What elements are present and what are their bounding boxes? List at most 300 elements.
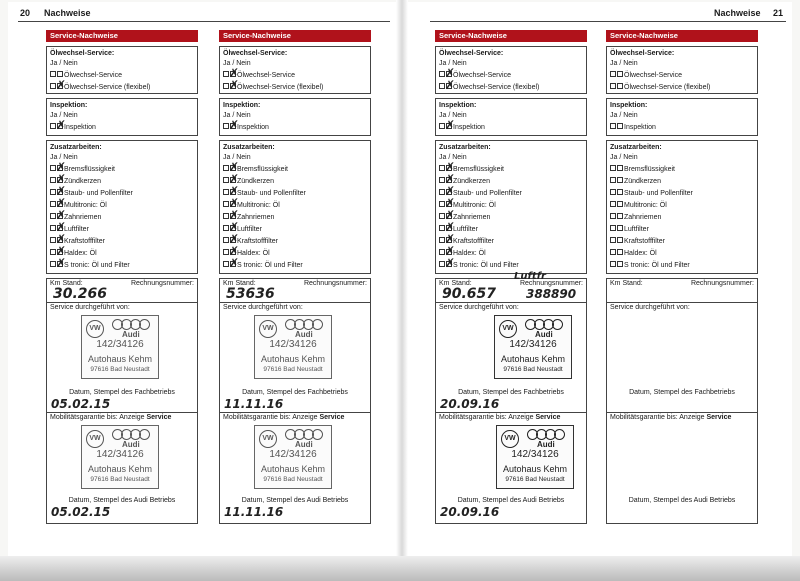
checkbox-row <box>223 160 367 176</box>
checkbox-label: Multitronic: Öl <box>453 202 496 209</box>
checkbox-row <box>50 220 194 236</box>
dealer-stamp <box>81 425 159 489</box>
left-running-head: Nachweise <box>44 8 91 18</box>
audi-rings-icon <box>112 429 152 439</box>
mileage-row <box>47 279 197 303</box>
ja-nein-label: Ja / Nein <box>610 60 638 67</box>
checkbox-label: Zündkerzen <box>237 178 274 185</box>
service-stamp-caption: Datum, Stempel des Fachbetriebs <box>629 389 735 396</box>
mileage-label: Km Stand: <box>610 280 643 287</box>
stamp-brand: Audi <box>535 330 553 339</box>
check-mark-icon: ✗ <box>445 256 456 270</box>
checkbox-label: Inspektion <box>237 124 269 131</box>
service-date: 20.09.16 <box>440 397 500 411</box>
invoice-label: Rechnungsnummer: <box>690 280 754 287</box>
checkbox-row <box>610 248 754 260</box>
inspection-title: Inspektion: <box>439 102 477 109</box>
checkbox-row <box>610 260 754 272</box>
oil-change-section <box>46 46 198 94</box>
stamp-brand: Audi <box>537 440 555 449</box>
mobility-label: Mobilitätsgarantie bis: Anzeige Service <box>223 414 345 421</box>
record-lower-block <box>46 278 198 524</box>
ja-nein-label: Ja / Nein <box>50 154 78 161</box>
service-record-card <box>606 30 758 528</box>
checkbox-label: Multitronic: Öl <box>624 202 667 209</box>
checkbox-row <box>223 184 367 200</box>
check-mark-icon: ✗ <box>229 220 240 234</box>
mileage-label: Km Stand: <box>439 280 472 287</box>
checkbox-label: S tronic: Öl und Filter <box>624 262 690 269</box>
check-mark-icon: ✗ <box>229 66 240 80</box>
checkbox-label: Luftfilter <box>453 226 478 233</box>
checkbox-label: Zahnriemen <box>64 214 102 221</box>
mileage-value: 53636 <box>226 286 275 302</box>
check-mark-icon: ✗ <box>445 220 456 234</box>
checkbox-row <box>610 122 754 134</box>
yes-checkbox[interactable] <box>610 83 616 89</box>
yes-checkbox[interactable] <box>610 213 616 219</box>
stamp-dealer-name: Autohaus Kehm <box>260 354 326 364</box>
mileage-value: 30.266 <box>53 286 108 302</box>
vw-logo-icon: VW <box>259 430 277 448</box>
checkbox-row <box>439 196 583 212</box>
stamp-address: 97616 Bad Neustadt <box>263 476 323 483</box>
inspection-section <box>606 98 758 136</box>
card-title: Service-Nachweise <box>435 30 587 42</box>
stamp-brand: Audi <box>122 330 140 339</box>
ja-nein-label: Ja / Nein <box>610 154 638 161</box>
checkbox-label: Kraftstofffilter <box>453 238 494 245</box>
no-checkbox[interactable] <box>57 71 63 77</box>
check-mark-icon: ✗ <box>56 256 67 270</box>
stamp-number: 142/34126 <box>96 339 144 350</box>
checkbox-label: Inspektion <box>64 124 96 131</box>
check-mark-icon: ✗ <box>229 232 240 246</box>
checkbox-row <box>610 164 754 176</box>
check-mark-icon: ✗ <box>445 172 456 186</box>
checkbox-label: Haldex: Öl <box>64 250 97 257</box>
card-title: Service-Nachweise <box>606 30 758 42</box>
mobility-date: 05.02.15 <box>51 505 111 519</box>
oil-change-section <box>219 46 371 94</box>
checkbox-row <box>610 236 754 248</box>
right-head-rule <box>430 21 786 22</box>
checkbox-row <box>610 224 754 236</box>
check-mark-icon: ✗ <box>229 78 240 92</box>
service-record-card <box>219 30 371 528</box>
check-mark-icon: ✗ <box>445 66 456 80</box>
checkbox-label: Bremsflüssigkeit <box>64 166 115 173</box>
checkbox-row <box>223 220 367 236</box>
checkbox-label: Ölwechsel-Service (flexibel) <box>624 84 711 91</box>
checkbox-label: Staub- und Pollenfilter <box>64 190 133 197</box>
yes-checkbox[interactable] <box>610 165 616 171</box>
checkbox-row <box>439 78 583 94</box>
dealer-stamp <box>494 315 572 379</box>
mileage-label: Km Stand: <box>223 280 256 287</box>
stamp-dealer-name: Autohaus Kehm <box>260 464 326 474</box>
service-by-label: Service durchgeführt von: <box>50 304 130 311</box>
checkbox-row <box>439 184 583 200</box>
service-record-card <box>435 30 587 528</box>
service-done-block <box>436 303 586 413</box>
checkbox-row <box>610 70 754 82</box>
checkbox-row <box>223 172 367 188</box>
no-checkbox[interactable] <box>617 213 623 219</box>
record-lower-block <box>606 278 758 524</box>
mobility-guarantee-block <box>607 413 757 523</box>
book-gutter <box>396 0 408 581</box>
checkbox-label: Ölwechsel-Service <box>64 72 122 79</box>
extra-work-section <box>46 140 198 274</box>
oil-change-section <box>435 46 587 94</box>
checkbox-label: Zahnriemen <box>237 214 275 221</box>
check-mark-icon: ✗ <box>56 196 67 210</box>
checkbox-label: Ölwechsel-Service <box>237 72 295 79</box>
extra-work-title: Zusatzarbeiten: <box>439 144 491 151</box>
checkbox-label: Ölwechsel-Service <box>624 72 682 79</box>
checkbox-label: Zündkerzen <box>64 178 101 185</box>
ja-nein-label: Ja / Nein <box>439 60 467 67</box>
checkbox-row <box>439 160 583 176</box>
service-date: 05.02.15 <box>51 397 111 411</box>
checkbox-row <box>223 244 367 260</box>
vw-logo-icon: VW <box>499 320 517 338</box>
checkbox-row <box>50 196 194 212</box>
check-mark-icon: ✗ <box>445 118 456 132</box>
checkbox-label: Ölwechsel-Service (flexibel) <box>64 84 151 91</box>
yes-checkbox[interactable] <box>610 201 616 207</box>
ja-nein-label: Ja / Nein <box>439 154 467 161</box>
checkbox-label: Ölwechsel-Service (flexibel) <box>237 84 324 91</box>
mobility-guarantee-block <box>436 413 586 523</box>
mobility-guarantee-block <box>47 413 197 523</box>
service-by-label: Service durchgeführt von: <box>223 304 303 311</box>
ja-nein-label: Ja / Nein <box>610 112 638 119</box>
no-checkbox[interactable] <box>617 165 623 171</box>
checkbox-row <box>50 244 194 260</box>
extra-work-title: Zusatzarbeiten: <box>610 144 662 151</box>
vw-logo-icon: VW <box>259 320 277 338</box>
checkbox-label: Luftfilter <box>64 226 89 233</box>
check-mark-icon: ✗ <box>445 232 456 246</box>
checkbox-row <box>50 78 194 94</box>
extra-work-title: Zusatzarbeiten: <box>223 144 275 151</box>
card-title: Service-Nachweise <box>219 30 371 42</box>
stamp-address: 97616 Bad Neustadt <box>505 476 565 483</box>
no-checkbox[interactable] <box>617 201 623 207</box>
invoice-label: Rechnungsnummer: <box>130 280 194 287</box>
dealer-stamp <box>496 425 574 489</box>
checkbox-row <box>439 232 583 248</box>
checkbox-label: Zündkerzen <box>453 178 490 185</box>
ja-nein-label: Ja / Nein <box>223 154 251 161</box>
checkbox-label: Haldex: Öl <box>237 250 270 257</box>
stamp-number: 142/34126 <box>269 449 317 460</box>
left-head-rule <box>18 21 390 22</box>
checkbox-label: Multitronic: Öl <box>237 202 280 209</box>
extra-work-section <box>606 140 758 274</box>
mobility-date: 11.11.16 <box>224 505 284 519</box>
right-page-number: 21 <box>773 8 784 18</box>
no-checkbox[interactable] <box>617 189 623 195</box>
no-checkbox[interactable] <box>617 261 623 267</box>
extra-work-section <box>435 140 587 274</box>
check-mark-icon: ✗ <box>56 232 67 246</box>
yes-checkbox[interactable] <box>50 71 56 77</box>
checkbox-label: S tronic: Öl und Filter <box>453 262 519 269</box>
mobility-label: Mobilitätsgarantie bis: Anzeige Service <box>610 414 732 421</box>
check-mark-icon: ✗ <box>229 256 240 270</box>
check-mark-icon: ✗ <box>445 208 456 222</box>
checkbox-label: Staub- und Pollenfilter <box>453 190 522 197</box>
checkbox-row <box>50 172 194 188</box>
inspection-title: Inspektion: <box>223 102 261 109</box>
checkbox-row <box>50 232 194 248</box>
checkbox-row <box>50 70 194 82</box>
stamp-dealer-name: Autohaus Kehm <box>500 354 566 364</box>
yes-checkbox[interactable] <box>610 237 616 243</box>
yes-checkbox[interactable] <box>610 177 616 183</box>
left-page-number: 20 <box>20 8 31 18</box>
dealer-stamp <box>254 425 332 489</box>
checkbox-label: S tronic: Öl und Filter <box>64 262 130 269</box>
page-edge-shadow <box>0 556 800 581</box>
checkbox-label: Haldex: Öl <box>453 250 486 257</box>
stamp-dealer-name: Autohaus Kehm <box>87 354 153 364</box>
check-mark-icon: ✗ <box>56 160 67 174</box>
checkbox-row <box>50 208 194 224</box>
service-record-card <box>46 30 198 528</box>
checkbox-row <box>610 82 754 94</box>
checkbox-row <box>50 184 194 200</box>
right-running-head: Nachweise <box>714 8 761 18</box>
check-mark-icon: ✗ <box>445 184 456 198</box>
mobility-label: Mobilitätsgarantie bis: Anzeige Service <box>50 414 172 421</box>
mileage-row <box>436 271 586 303</box>
check-mark-icon: ✗ <box>229 172 240 186</box>
checkbox-label: Staub- und Pollenfilter <box>624 190 693 197</box>
check-mark-icon: ✗ <box>56 184 67 198</box>
checkbox-label: Luftfilter <box>624 226 649 233</box>
checkbox-row <box>439 256 583 272</box>
no-checkbox[interactable] <box>617 83 623 89</box>
checkbox-row <box>610 200 754 212</box>
audi-rings-icon <box>525 319 565 329</box>
check-mark-icon: ✗ <box>229 184 240 198</box>
checkbox-label: Ölwechsel-Service <box>453 72 511 79</box>
check-mark-icon: ✗ <box>229 118 240 132</box>
check-mark-icon: ✗ <box>229 196 240 210</box>
service-done-block <box>220 303 370 413</box>
oil-change-section <box>606 46 758 94</box>
stamp-dealer-name: Autohaus Kehm <box>87 464 153 474</box>
dealer-stamp <box>254 315 332 379</box>
vw-logo-icon: VW <box>501 430 519 448</box>
handwritten-note: Luftfr <box>514 271 546 282</box>
dealer-stamp <box>81 315 159 379</box>
oil-change-title: Ölwechsel-Service: <box>223 50 288 57</box>
mileage-value: 90.657 <box>442 286 497 302</box>
record-lower-block <box>435 271 587 524</box>
checkbox-row <box>439 172 583 188</box>
mileage-row <box>607 279 757 303</box>
ja-nein-label: Ja / Nein <box>223 60 251 67</box>
stamp-number: 142/34126 <box>511 449 559 460</box>
check-mark-icon: ✗ <box>229 244 240 258</box>
check-mark-icon: ✗ <box>56 244 67 258</box>
mobility-date: 20.09.16 <box>440 505 500 519</box>
no-checkbox[interactable] <box>617 237 623 243</box>
checkbox-row <box>223 196 367 212</box>
yes-checkbox[interactable] <box>610 71 616 77</box>
yes-checkbox[interactable] <box>610 225 616 231</box>
checkbox-label: S tronic: Öl und Filter <box>237 262 303 269</box>
ja-nein-label: Ja / Nein <box>50 60 78 67</box>
service-stamp-caption: Datum, Stempel des Fachbetriebs <box>69 389 175 396</box>
checkbox-row <box>50 160 194 176</box>
invoice-label: Rechnungsnummer: <box>519 280 583 287</box>
mobility-stamp-caption: Datum, Stempel des Audi Betriebs <box>457 497 565 504</box>
no-checkbox[interactable] <box>617 123 623 129</box>
checkbox-label: Ölwechsel-Service (flexibel) <box>453 84 540 91</box>
no-checkbox[interactable] <box>617 71 623 77</box>
ja-nein-label: Ja / Nein <box>50 112 78 119</box>
service-done-block <box>47 303 197 413</box>
mobility-stamp-caption: Datum, Stempel des Audi Betriebs <box>241 497 349 504</box>
yes-checkbox[interactable] <box>610 189 616 195</box>
checkbox-label: Kraftstofffilter <box>237 238 278 245</box>
service-date: 11.11.16 <box>224 397 284 411</box>
inspection-section <box>46 98 198 136</box>
checkbox-label: Zahnriemen <box>453 214 491 221</box>
checkbox-label: Zündkerzen <box>624 178 661 185</box>
checkbox-row <box>610 188 754 200</box>
checkbox-row <box>223 66 367 82</box>
check-mark-icon: ✗ <box>445 244 456 258</box>
service-stamp-caption: Datum, Stempel des Fachbetriebs <box>242 389 348 396</box>
check-mark-icon: ✗ <box>229 160 240 174</box>
stamp-brand: Audi <box>295 330 313 339</box>
mobility-stamp-caption: Datum, Stempel des Audi Betriebs <box>68 497 176 504</box>
checkbox-row <box>610 212 754 224</box>
checkbox-row <box>439 118 583 134</box>
checkbox-row <box>439 220 583 236</box>
stamp-brand: Audi <box>122 440 140 449</box>
checkbox-label: Bremsflüssigkeit <box>237 166 288 173</box>
check-mark-icon: ✗ <box>445 196 456 210</box>
no-checkbox[interactable] <box>617 225 623 231</box>
inspection-section <box>435 98 587 136</box>
mobility-stamp-caption: Datum, Stempel des Audi Betriebs <box>628 497 736 504</box>
check-mark-icon: ✗ <box>56 220 67 234</box>
check-mark-icon: ✗ <box>56 208 67 222</box>
checkbox-row <box>223 118 367 134</box>
audi-rings-icon <box>285 319 325 329</box>
service-done-block <box>607 303 757 413</box>
stamp-address: 97616 Bad Neustadt <box>503 366 563 373</box>
checkbox-label: Bremsflüssigkeit <box>624 166 675 173</box>
vw-logo-icon: VW <box>86 320 104 338</box>
inspection-title: Inspektion: <box>50 102 88 109</box>
checkbox-label: Multitronic: Öl <box>64 202 107 209</box>
stamp-number: 142/34126 <box>509 339 557 350</box>
checkbox-label: Staub- und Pollenfilter <box>237 190 306 197</box>
yes-checkbox[interactable] <box>610 123 616 129</box>
check-mark-icon: ✗ <box>229 208 240 222</box>
mobility-label: Mobilitätsgarantie bis: Anzeige Service <box>439 414 561 421</box>
inspection-section <box>219 98 371 136</box>
checkbox-row <box>50 118 194 134</box>
oil-change-title: Ölwechsel-Service: <box>610 50 675 57</box>
checkbox-label: Haldex: Öl <box>624 250 657 257</box>
stamp-address: 97616 Bad Neustadt <box>263 366 323 373</box>
no-checkbox[interactable] <box>617 177 623 183</box>
stamp-address: 97616 Bad Neustadt <box>90 366 150 373</box>
check-mark-icon: ✗ <box>56 172 67 186</box>
invoice-label: Rechnungsnummer: <box>303 280 367 287</box>
service-stamp-caption: Datum, Stempel des Fachbetriebs <box>458 389 564 396</box>
checkbox-row <box>223 78 367 94</box>
oil-change-title: Ölwechsel-Service: <box>439 50 504 57</box>
inspection-title: Inspektion: <box>610 102 648 109</box>
invoice-value: 388890 <box>526 287 577 301</box>
card-title: Service-Nachweise <box>46 30 198 42</box>
extra-work-title: Zusatzarbeiten: <box>50 144 102 151</box>
vw-logo-icon: VW <box>86 430 104 448</box>
ja-nein-label: Ja / Nein <box>439 112 467 119</box>
oil-change-title: Ölwechsel-Service: <box>50 50 115 57</box>
mileage-label: Km Stand: <box>50 280 83 287</box>
check-mark-icon: ✗ <box>445 160 456 174</box>
yes-checkbox[interactable] <box>610 261 616 267</box>
checkbox-row <box>50 256 194 272</box>
checkbox-row <box>439 244 583 260</box>
check-mark-icon: ✗ <box>445 78 456 92</box>
checkbox-label: Bremsflüssigkeit <box>453 166 504 173</box>
checkbox-row <box>223 256 367 272</box>
audi-rings-icon <box>112 319 152 329</box>
checkbox-row <box>610 176 754 188</box>
mobility-guarantee-block <box>220 413 370 523</box>
audi-rings-icon <box>285 429 325 439</box>
check-mark-icon: ✗ <box>56 118 67 132</box>
check-mark-icon: ✗ <box>56 78 67 92</box>
checkbox-row <box>439 66 583 82</box>
yes-checkbox[interactable] <box>610 249 616 255</box>
service-by-label: Service durchgeführt von: <box>610 304 690 311</box>
checkbox-row <box>223 208 367 224</box>
no-checkbox[interactable] <box>617 249 623 255</box>
checkbox-label: Zahnriemen <box>624 214 662 221</box>
ja-nein-label: Ja / Nein <box>223 112 251 119</box>
checkbox-label: Kraftstofffilter <box>624 238 665 245</box>
stamp-number: 142/34126 <box>269 339 317 350</box>
checkbox-label: Luftfilter <box>237 226 262 233</box>
stamp-dealer-name: Autohaus Kehm <box>502 464 568 474</box>
checkbox-row <box>439 208 583 224</box>
checkbox-label: Kraftstofffilter <box>64 238 105 245</box>
stamp-address: 97616 Bad Neustadt <box>90 476 150 483</box>
checkbox-label: Inspektion <box>624 124 656 131</box>
mileage-row <box>220 279 370 303</box>
audi-rings-icon <box>527 429 567 439</box>
record-lower-block <box>219 278 371 524</box>
stamp-brand: Audi <box>295 440 313 449</box>
stamp-number: 142/34126 <box>96 449 144 460</box>
checkbox-label: Inspektion <box>453 124 485 131</box>
extra-work-section <box>219 140 371 274</box>
